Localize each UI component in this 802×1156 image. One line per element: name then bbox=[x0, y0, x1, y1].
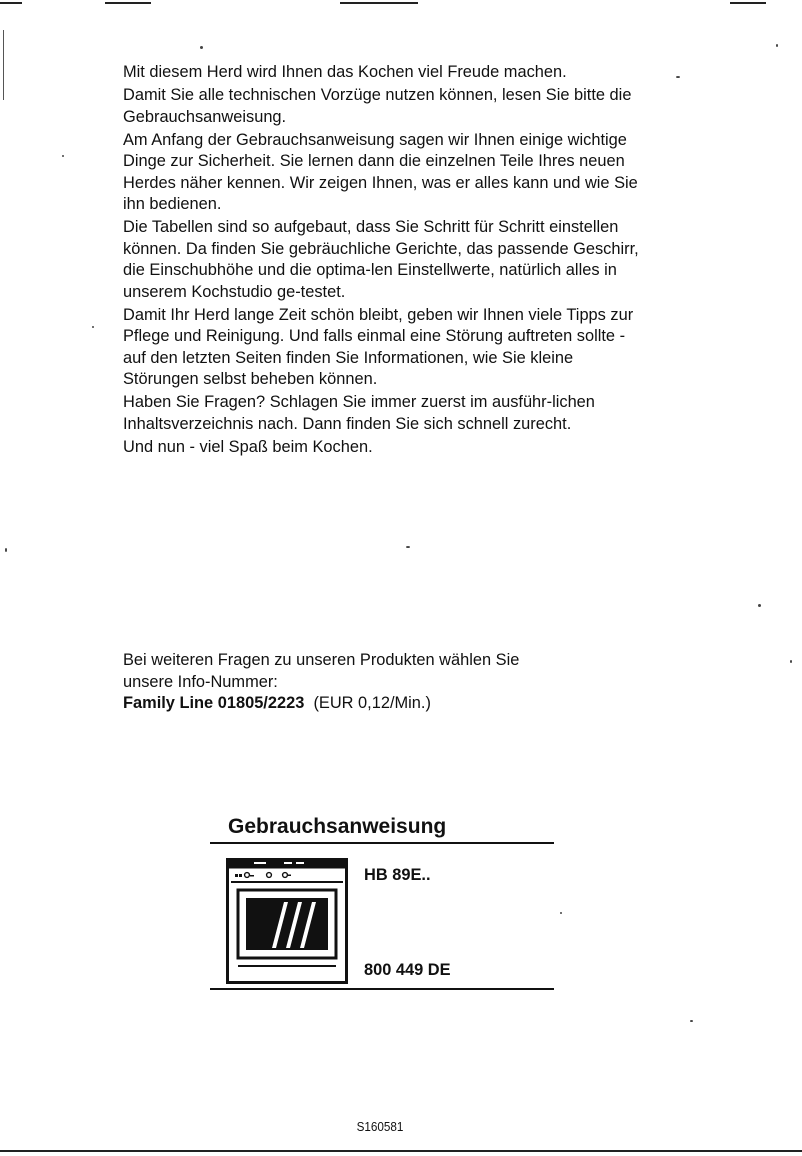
hotline-number: Family Line 01805/2223 bbox=[123, 694, 305, 712]
scan-edge-top-mid bbox=[340, 2, 418, 4]
scan-edge-bottom bbox=[0, 1150, 802, 1152]
scan-edge-left bbox=[3, 30, 4, 100]
hotline-line bbox=[123, 693, 643, 715]
scan-speck bbox=[406, 546, 410, 548]
scan-speck bbox=[62, 155, 64, 157]
intro-paragraph: Und nun - viel Spaß beim Kochen. bbox=[123, 437, 373, 456]
intro-paragraph: Haben Sie Fragen? Schlagen Sie immer zuerst im ausführ-lichen Inhaltsverzeichnis nach. Dann finden Sie sich schnell zurecht. bbox=[123, 393, 595, 433]
scan-speck bbox=[200, 46, 203, 49]
scan-edge-top-left bbox=[0, 2, 22, 4]
intro-paragraph: Damit Ihr Herd lange Zeit schön bleibt, geben wir Ihnen viele Tipps zur Pflege und Reinigung. Und falls einmal eine Störung auftreten sollte - auf den letzten Seiten finden Sie Informationen, wie Sie kleine Störungen selbst beheben können. bbox=[123, 305, 634, 388]
contact-line: Bei weiteren Fragen zu unseren Produkten wählen Sie bbox=[123, 651, 520, 669]
scan-speck bbox=[92, 326, 94, 328]
model-number: HB 89E.. bbox=[364, 866, 431, 884]
scan-speck bbox=[560, 912, 562, 914]
scan-speck bbox=[776, 44, 778, 47]
scan-speck bbox=[758, 604, 761, 607]
scan-edge-top-right bbox=[730, 2, 766, 4]
article-number: 800 449 DE bbox=[364, 961, 451, 979]
intro-paragraph: Damit Sie alle technischen Vorzüge nutzen können, lesen Sie bitte die Gebrauchsanweisung. bbox=[123, 86, 632, 126]
title-rule bbox=[210, 842, 554, 844]
scan-speck bbox=[5, 548, 7, 552]
document-code: S160581 bbox=[356, 1119, 404, 1134]
scan-edge-top-mid-left bbox=[105, 2, 151, 4]
scan-speck bbox=[690, 1020, 693, 1022]
scan-speck bbox=[790, 660, 792, 663]
oven-icon bbox=[226, 858, 348, 984]
intro-paragraph: Mit diesem Herd wird Ihnen das Kochen viel Freude machen. bbox=[123, 63, 567, 81]
intro-paragraph: Am Anfang der Gebrauchsanweisung sagen wir Ihnen einige wichtige Dinge zur Sicherheit. Sie lernen dann die einzelnen Teile Ihres neuen Herdes näher kennen. Wir zeigen Ihnen, was er alles kann und wie Sie ihn bedienen. bbox=[123, 130, 638, 213]
price-note: (EUR 0,12/Min.) bbox=[313, 694, 431, 712]
scan-speck bbox=[676, 76, 680, 78]
intro-paragraph: Die Tabellen sind so aufgebaut, dass Sie Schritt für Schritt einstellen können. Da finden Sie gebräuchliche Gerichte, das passende Geschirr, die Einschubhöhe und die optima-len Einstellwerte, natürlich alles in unserem Kochstudio ge-testet. bbox=[123, 218, 639, 301]
bottom-rule bbox=[210, 988, 554, 990]
contact-info bbox=[123, 650, 643, 715]
contact-line: unsere Info-Nummer: bbox=[123, 672, 278, 691]
intro-text bbox=[123, 62, 643, 460]
manual-title: Gebrauchsanweisung bbox=[228, 815, 447, 838]
